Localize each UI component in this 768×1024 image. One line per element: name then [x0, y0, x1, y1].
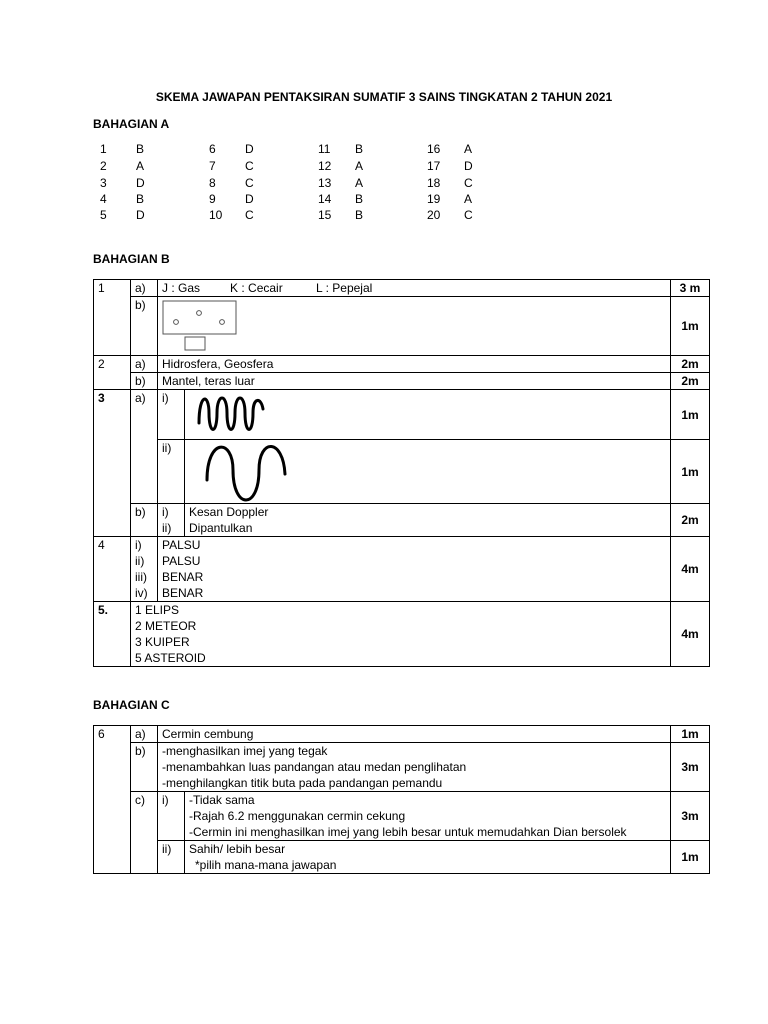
- part-labels: [131, 537, 158, 602]
- table-row: [94, 390, 710, 440]
- answer-number: 9: [209, 192, 216, 206]
- mark: 1m: [671, 726, 710, 743]
- table-row: [94, 743, 710, 792]
- answer-text: -menghilangkan titik buta pada pandangan pemandu: [162, 776, 443, 790]
- answer-text: -Cermin ini menghasilkan imej yang lebih besar untuk memudahkan Dian bersolek: [189, 825, 627, 839]
- high-frequency-wave-icon: [195, 391, 275, 439]
- answer-grid-a: [93, 142, 533, 224]
- mark: 1m: [671, 297, 710, 356]
- answer-text: BENAR: [162, 586, 204, 600]
- answer-text: -menambahkan luas pandangan atau medan penglihatan: [162, 760, 467, 774]
- mark: 4m: [671, 537, 710, 602]
- answer-letter: C: [245, 176, 254, 190]
- answer-letter: A: [355, 176, 364, 190]
- answer-number: 17: [427, 159, 441, 173]
- page-title: SKEMA JAWAPAN PENTAKSIRAN SUMATIF 3 SAINS TINGKATAN 2 TAHUN 2021: [155, 90, 613, 104]
- answer-text: Dipantulkan: [185, 520, 671, 537]
- answer-list: [131, 602, 671, 667]
- answer-number: 6: [209, 142, 216, 156]
- answer-number: 15: [318, 208, 332, 222]
- answer-text: Kesan Doppler: [185, 504, 671, 521]
- part-label: b): [131, 743, 158, 792]
- table-row: [94, 356, 710, 373]
- table-row: [94, 841, 710, 874]
- blank-cell: [131, 440, 158, 504]
- answer-number: 5: [100, 208, 107, 222]
- answer-text: 2 METEOR: [135, 619, 197, 633]
- answer-text: *pilih mana-mana jawapan: [195, 858, 337, 872]
- part-label: b): [131, 373, 158, 390]
- sub-label: ii): [158, 841, 185, 874]
- part-label: iii): [135, 570, 147, 584]
- answer-letter: C: [464, 208, 473, 222]
- answer-text: -menghasilkan imej yang tegak: [162, 744, 328, 758]
- part-label: iv): [135, 586, 148, 600]
- table-row: [94, 297, 710, 356]
- section-c-heading: BAHAGIAN C: [93, 698, 170, 712]
- mark: 1m: [671, 390, 710, 440]
- answer-number: 4: [100, 192, 107, 206]
- mark: 2m: [671, 504, 710, 537]
- answer-number: 2: [100, 159, 107, 173]
- mark: 1m: [671, 841, 710, 874]
- section-b-table: [93, 279, 710, 667]
- answer-letter: A: [355, 159, 364, 173]
- question-number: 5.: [94, 602, 131, 667]
- answer-number: 11: [318, 142, 331, 156]
- table-row: [94, 537, 710, 602]
- answer-text: -Rajah 6.2 menggunakan cermin cekung: [189, 809, 406, 823]
- part-label: b): [131, 297, 158, 356]
- mark: 3 m: [671, 280, 710, 297]
- answer-number: 18: [427, 176, 441, 190]
- answer-list: [185, 792, 671, 841]
- answer-number: 20: [427, 208, 441, 222]
- answer-text: J : Gas K : Cecair L : Pepejal: [158, 280, 671, 297]
- answer-letter: A: [464, 192, 473, 206]
- answer-text: BENAR: [162, 570, 204, 584]
- answer-letter: B: [355, 208, 364, 222]
- answer-text: -Tidak sama: [189, 793, 255, 807]
- answer-number: 1: [100, 142, 107, 156]
- mark: 2m: [671, 356, 710, 373]
- answer-letter: A: [464, 142, 473, 156]
- mark: 1m: [671, 440, 710, 504]
- answer-number: 13: [318, 176, 332, 190]
- table-row: [94, 440, 710, 504]
- part-label: a): [131, 356, 158, 373]
- answer-number: 10: [209, 208, 223, 222]
- answer-number: 7: [209, 159, 216, 173]
- table-row: [94, 504, 710, 521]
- question-number: 4: [94, 537, 131, 602]
- section-a-heading: BAHAGIAN A: [93, 117, 170, 131]
- answer-letter: B: [136, 142, 145, 156]
- part-label: a): [131, 390, 158, 440]
- answer-text: Cermin cembung: [158, 726, 671, 743]
- answer-list: [185, 841, 671, 874]
- part-label: ii): [135, 554, 145, 568]
- part-label: a): [131, 726, 158, 743]
- part-label: i): [135, 538, 142, 552]
- answer-letter: D: [245, 142, 254, 156]
- part-label: b): [131, 504, 158, 537]
- mark: 3m: [671, 743, 710, 792]
- mark: 2m: [671, 373, 710, 390]
- answer-letter: D: [464, 159, 473, 173]
- answer-list: [158, 537, 671, 602]
- answer-text: PALSU: [162, 554, 201, 568]
- answer-letter: C: [245, 208, 254, 222]
- answer-number: 12: [318, 159, 332, 173]
- answer-text: 5 ASTEROID: [135, 651, 206, 665]
- answer-letter: A: [136, 159, 145, 173]
- answer-letter: B: [136, 192, 145, 206]
- question-number: 1: [94, 280, 131, 356]
- answer-number: 8: [209, 176, 216, 190]
- answer-list: [158, 743, 671, 792]
- answer-letter: B: [355, 192, 364, 206]
- table-row: [94, 280, 710, 297]
- answer-number: 16: [427, 142, 441, 156]
- question-number: 6: [94, 726, 131, 874]
- answer-text: 3 KUIPER: [135, 635, 190, 649]
- answer-text: 1 ELIPS: [135, 603, 180, 617]
- table-row: [94, 520, 710, 537]
- sub-label: i): [158, 390, 185, 440]
- sub-label: ii): [158, 440, 185, 504]
- answer-text: Hidrosfera, Geosfera: [158, 356, 671, 373]
- question-number: 2: [94, 356, 131, 390]
- answer-letter: D: [245, 192, 254, 206]
- section-b-heading: BAHAGIAN B: [93, 252, 170, 266]
- part-label: c): [131, 792, 158, 874]
- low-frequency-wave-icon: [201, 440, 301, 504]
- diagram-cell: [158, 297, 671, 356]
- answer-text: Mantel, teras luar: [158, 373, 671, 390]
- answer-number: 19: [427, 192, 441, 206]
- mark: 3m: [671, 792, 710, 841]
- sub-label: i): [158, 504, 185, 521]
- container-diagram-icon: [162, 300, 244, 352]
- answer-letter: C: [245, 159, 254, 173]
- answer-number: 14: [318, 192, 332, 206]
- answer-text: Sahih/ lebih besar: [189, 842, 286, 856]
- answer-letter: D: [136, 176, 145, 190]
- answer-number: 3: [100, 176, 107, 190]
- table-row: [94, 602, 710, 667]
- answer-letter: D: [136, 208, 145, 222]
- question-number: 3: [94, 390, 131, 537]
- wave-cell: [185, 390, 671, 440]
- answer-letter: B: [355, 142, 364, 156]
- section-c-table: [93, 725, 710, 874]
- answer-text: PALSU: [162, 538, 201, 552]
- table-row: [94, 792, 710, 841]
- wave-cell: [185, 440, 671, 504]
- answer-letter: C: [464, 176, 473, 190]
- sub-label: i): [158, 792, 185, 841]
- part-label: a): [131, 280, 158, 297]
- sub-label: ii): [158, 520, 185, 537]
- table-row: [94, 726, 710, 743]
- mark: 4m: [671, 602, 710, 667]
- table-row: [94, 373, 710, 390]
